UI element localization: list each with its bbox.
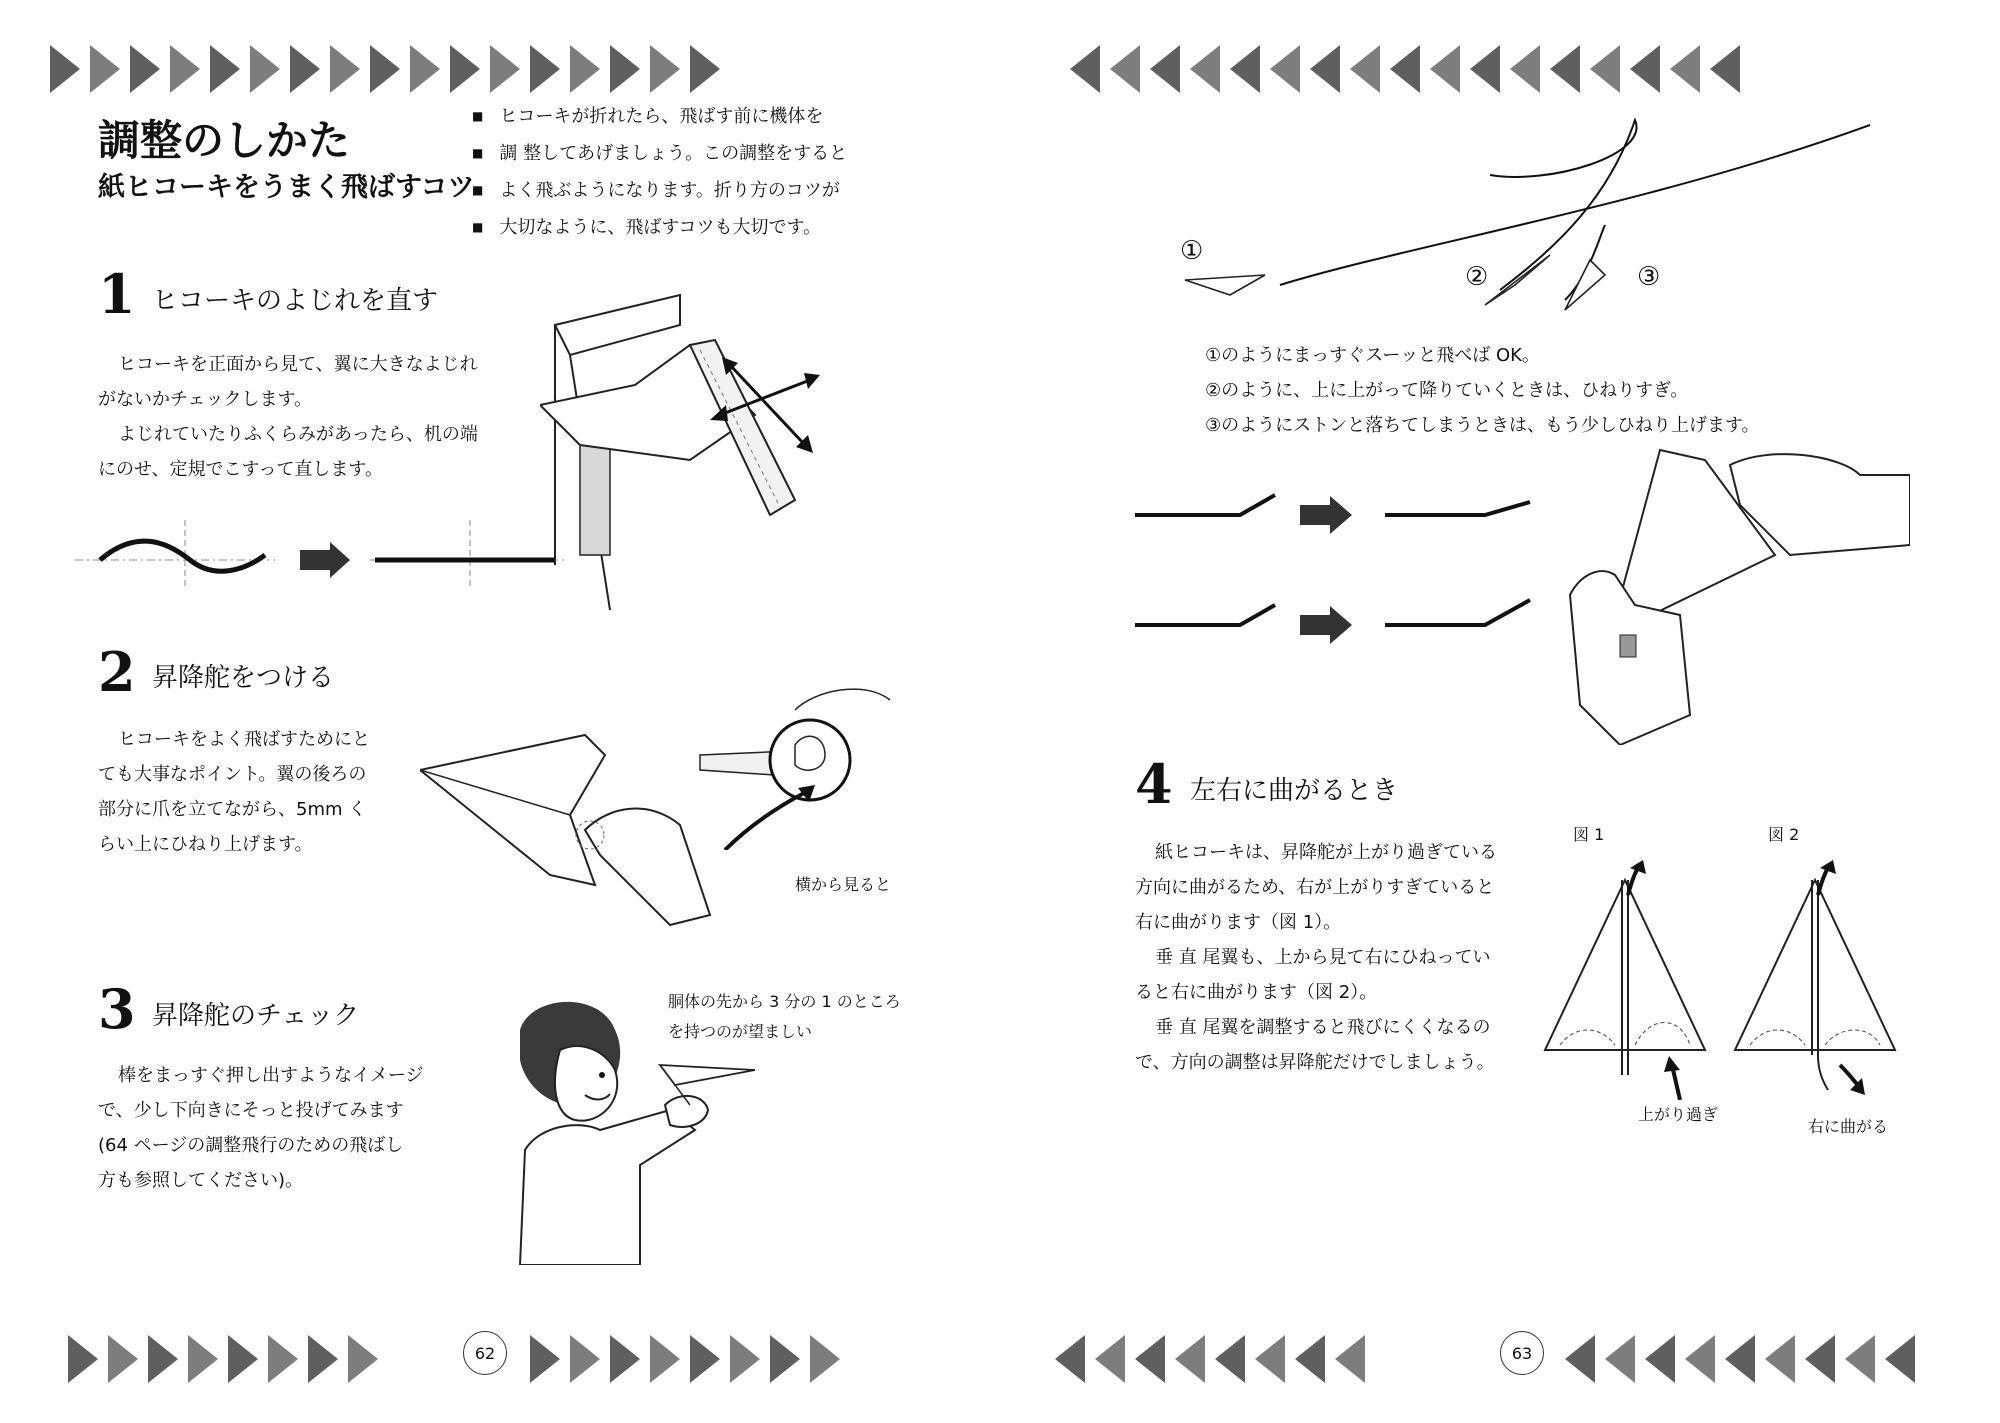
section-3-line: (64 ページの調整飛行のための飛ばし (98, 1135, 404, 1156)
section-1-line: がないかチェックします。 (98, 389, 313, 410)
section-1-line: ヒコーキを正面から見て、翼に大きなよじれ (118, 354, 478, 375)
elevator-angle-diagram (1130, 480, 1550, 650)
elevator-fold-illustration (420, 715, 720, 930)
section-1-line: にのせ、定規でこすって直します。 (98, 459, 383, 480)
section-4-line: 垂 直 尾翼も、上から見て右にひねってい (1155, 947, 1491, 968)
section-4-line: 垂 直 尾翼を調整すると飛びにくくなるの (1155, 1017, 1491, 1038)
section-2-line: ヒコーキをよく飛ばすためにと (118, 729, 370, 750)
figure-2-diagram (1730, 860, 1900, 1100)
section-3-line: 方も参照してください)。 (98, 1170, 304, 1191)
figure-2-label: 図 2 (1768, 825, 1800, 844)
section-2-line: 部分に爪を立てながら、5mm く (98, 799, 367, 820)
intro-text (472, 98, 847, 246)
section-4-line: 紙ヒコーキは、昇降舵が上がり過ぎている (1155, 842, 1497, 863)
double-arrow-icon (710, 355, 820, 455)
section-3-line: 棒をまっすぐ押し出すようなイメージ (118, 1065, 424, 1086)
section-2-line: ても大事なポイント。翼の後ろの (98, 764, 367, 785)
section-4-title: 左右に曲がるとき (1190, 776, 1399, 806)
figure-1-label: 図 1 (1573, 825, 1605, 844)
figure-1-caption: 上がり過ぎ (1638, 1105, 1719, 1124)
flight-marker-1: ① (1180, 236, 1204, 266)
section-1-title: ヒコーキのよじれを直す (152, 286, 439, 316)
left-bottom-border-a (68, 1335, 378, 1383)
straightening-diagram (75, 510, 565, 590)
flight-paths-diagram (1170, 115, 1880, 315)
section-4-line: 方向に曲がるため、右が上がりすぎていると (1135, 877, 1495, 898)
section-2-body (98, 722, 370, 862)
right-bottom-border-a (1055, 1335, 1365, 1383)
section-2-line: らい上にひねり上げます。 (98, 834, 313, 855)
section-2-number: 2 (98, 640, 136, 704)
right-top-border (1070, 45, 1740, 93)
page-number-left: 62 (463, 1331, 507, 1375)
intro-line: ■ ヒコーキが折れたら、飛ばす前に機体を (472, 98, 847, 135)
intro-line: ■ 大切なように、飛ばすコツも大切です。 (472, 209, 847, 246)
section-4-line: で、方向の調整は昇降舵だけでしましょう。 (1135, 1052, 1495, 1073)
section-1-body (98, 347, 478, 487)
side-view-illustration (695, 660, 895, 850)
flight-line: ③のようにストンと落ちてしまうときは、もう少しひねり上げます。 (1205, 415, 1760, 436)
section-4-number: 4 (1135, 752, 1173, 816)
page-number-right: 63 (1500, 1331, 1544, 1375)
section-3-line: で、少し下向きにそっと投げてみます (98, 1100, 404, 1121)
left-top-border (50, 45, 720, 93)
flight-explanation (1205, 338, 1760, 443)
page-subtitle: 紙ヒコーキをうまく飛ばすコツ (98, 172, 475, 203)
section-1-number: 1 (98, 262, 136, 326)
section-3-number: 3 (98, 977, 136, 1041)
side-view-label: 横から見ると (795, 875, 892, 894)
flight-line: ①のようにまっすぐスーッと飛べば OK。 (1205, 345, 1540, 366)
section-3-body (98, 1058, 423, 1198)
section-4-line: ると右に曲がります（図 2）。 (1135, 982, 1378, 1003)
grip-note-line: 胴体の先から 3 分の 1 のところ (668, 992, 901, 1011)
figure-2-caption: 右に曲がる (1808, 1117, 1889, 1136)
intro-line: ■ 調 整してあげましょう。この調整をすると (472, 135, 847, 172)
grip-note-line: を持つのが望ましい (668, 1022, 813, 1041)
figure-1-diagram (1540, 860, 1710, 1100)
page-title: 調整のしかた (98, 116, 351, 165)
section-4-body (1135, 835, 1497, 1080)
section-1-line: よじれていたりふくらみがあったら、机の端 (118, 424, 478, 445)
section-2-title: 昇降舵をつける (152, 663, 335, 693)
flight-marker-3: ③ (1637, 262, 1661, 292)
section-3-title: 昇降舵のチェック (152, 1001, 360, 1031)
section-4-line: 右に曲がります（図 1）。 (1135, 912, 1342, 933)
flight-marker-2: ② (1465, 262, 1489, 292)
right-bottom-border-b (1565, 1335, 1915, 1383)
flight-line: ②のように、上に上がって降りていくときは、ひねりすぎ。 (1205, 380, 1689, 401)
intro-line: ■ よく飛ぶようになります。折り方のコツが (472, 172, 847, 209)
boy-throwing-illustration (490, 990, 770, 1265)
left-bottom-border-b (530, 1335, 840, 1383)
hand-adjust-illustration (1540, 445, 1910, 745)
